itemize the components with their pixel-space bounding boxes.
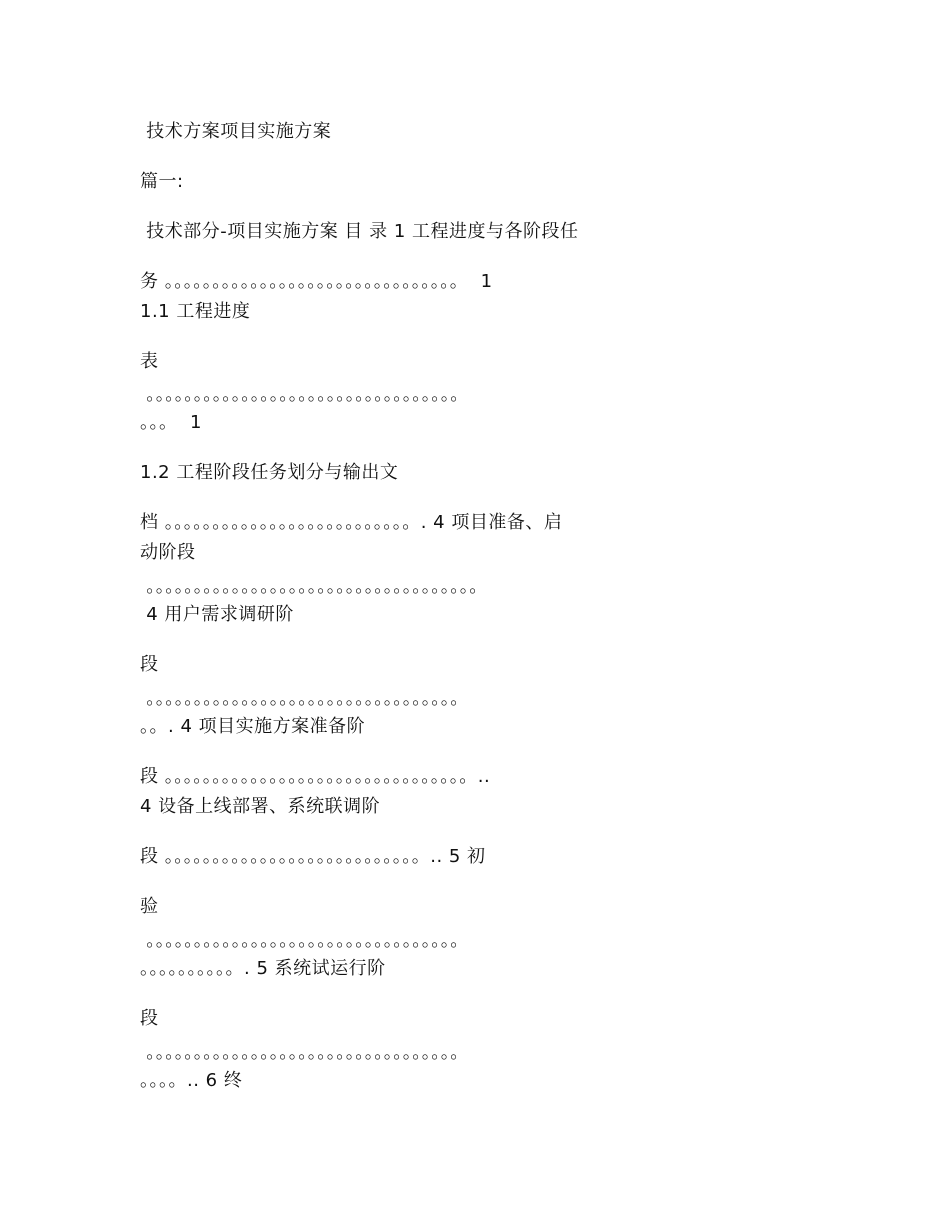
text-line: 。。. 4 项目实施方案准备阶 (140, 716, 366, 737)
text-line: 档 。。。。。。。。。。。。。。。。。。。。。。。。。。. 4 项目准备、启 (140, 512, 563, 533)
text-line: 表 (140, 351, 159, 372)
text-line: 务 。。。。。。。。。。。。。。。。。。。。。。。。。。。。。。。 1 (140, 271, 493, 292)
document-title: 技术方案项目实施方案 (140, 121, 332, 142)
text-line: 。。。。。。。。。。。。。。。。。。。。。。。。。。。。。。。。。 (140, 930, 469, 951)
text-line: 。。。 1 (140, 412, 202, 433)
text-line: 技术部分-项目实施方案 目 录 1 工程进度与各阶段任 (140, 221, 579, 242)
text-line: 4 用户需求调研阶 (140, 604, 294, 625)
text-line: 。。。。。。。。。。。。。。。。。。。。。。。。。。。。。。。。。 (140, 1042, 469, 1063)
text-line: 1.1 工程进度 (140, 301, 251, 322)
text-line: 。。。。。。。。。。. 5 系统试运行阶 (140, 958, 386, 979)
text-line: 。。。。.. 6 终 (140, 1070, 243, 1091)
text-line: 。。。。。。。。。。。。。。。。。。。。。。。。。。。。。。。。。 (140, 384, 469, 405)
text-line: 段 。。。。。。。。。。。。。。。。。。。。。。。。。。。。。。。。.. (140, 766, 491, 787)
text-line: 动阶段 (140, 542, 196, 563)
section-heading: 篇一: (140, 171, 184, 192)
text-line: 1.2 工程阶段任务划分与输出文 (140, 462, 399, 483)
text-line: 段 。。。。。。。。。。。。。。。。。。。。。。。。。。。.. 5 初 (140, 846, 486, 867)
text-line: 。。。。。。。。。。。。。。。。。。。。。。。。。。。。。。。。。。。 (140, 576, 488, 597)
text-line: 。。。。。。。。。。。。。。。。。。。。。。。。。。。。。。。。。 (140, 688, 469, 709)
text-line: 段 (140, 654, 159, 675)
text-line: 段 (140, 1008, 159, 1029)
text-line: 4 设备上线部署、系统联调阶 (140, 796, 381, 817)
text-line: 验 (140, 896, 159, 917)
